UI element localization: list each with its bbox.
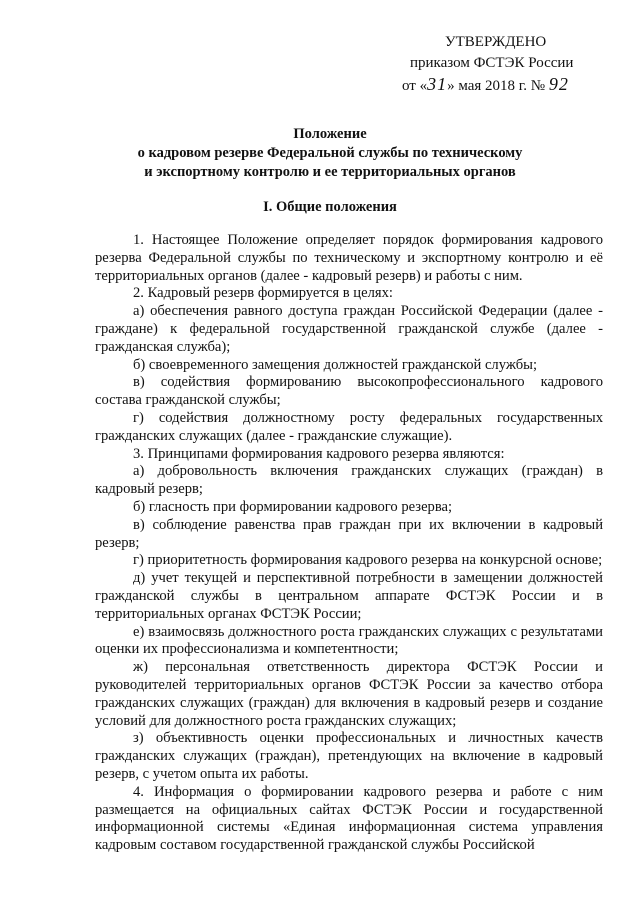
title-line-2: о кадровом резерве Федеральной службы по техническому	[137, 145, 523, 161]
paragraph: 3. Принципами формирования кадрового резерва являются:	[133, 445, 505, 462]
paragraph: ж) персональная ответственность директора ФСТЭК России и руководителей территориальных органов ФСТЭК России за качество отбора гражданских служащих (граждан) для включения в кадровый резерв и создание условий для должностного роста гражданских служащих;	[95, 659, 603, 729]
paragraph: в) соблюдение равенства прав граждан при их включении в кадровый резерв;	[95, 516, 603, 551]
paragraph: г) содействия должностному росту федеральных государственных гражданских служащих (далее - гражданские служащие).	[95, 409, 603, 444]
paragraph: д) учет текущей и перспективной потребности в замещении должностей гражданской службы в центральном аппарате ФСТЭК России и в территориальных органах ФСТЭК России;	[95, 570, 603, 622]
date-middle: » мая 2018 г. №	[447, 78, 549, 94]
document-body	[95, 232, 603, 855]
paragraph: г) приоритетность формирования кадрового резерва на конкурсной основе;	[133, 552, 603, 569]
document-title	[60, 125, 600, 182]
title-line-1: Положение	[293, 126, 367, 142]
approval-heading: УТВЕРЖДЕНО	[445, 34, 547, 50]
paragraph: а) обеспечения равного доступа граждан Российской Федерации (далее - граждане) к федеральной государственной гражданской службе (далее - гражданская служба);	[95, 303, 603, 355]
paragraph: 1. Настоящее Положение определяет порядок формирования кадрового резерва Федеральной службы по техническому и экспортному контролю и её территориальных органов (далее - кадровый резерв) и работы с ним.	[95, 232, 603, 284]
paragraph: 4. Информация о формировании кадрового резерва и работе с ним размещается на официальных сайтах ФСТЭК России и государственной информационной системы «Единая информационная система управления кадровым составом государственной гражданской службы Российской	[95, 783, 603, 854]
paragraph: б) гласность при формировании кадрового резерва;	[133, 498, 453, 515]
paragraph: б) своевременного замещения должностей гражданской службы;	[133, 356, 537, 373]
date-prefix: от «	[402, 78, 428, 94]
paragraph: в) содействия формированию высокопрофессионального кадрового состава гражданской службы;	[95, 374, 603, 409]
approval-date-line	[400, 74, 630, 97]
paragraph: з) объективность оценки профессиональных и личностных качеств гражданских служащих (граждан), претендующих на включение в кадровый резерв, с учетом опыта их работы.	[95, 730, 603, 782]
paragraph: е) взаимосвязь должностного роста гражданских служащих с результатами оценки их профессионализма и компетентности;	[95, 623, 603, 658]
approval-stamp	[400, 32, 630, 97]
handwritten-day: 31	[427, 74, 448, 94]
section-heading: I. Общие положения	[263, 199, 397, 215]
approval-order-line: приказом ФСТЭК России	[410, 55, 574, 71]
paragraph: 2. Кадровый резерв формируется в целях:	[133, 285, 393, 302]
title-line-3: и экспортному контролю и ее территориальных органов	[144, 164, 516, 180]
paragraph: а) добровольность включения гражданских служащих (граждан) в кадровый резерв;	[95, 463, 603, 498]
handwritten-order-number: 92	[548, 74, 569, 94]
